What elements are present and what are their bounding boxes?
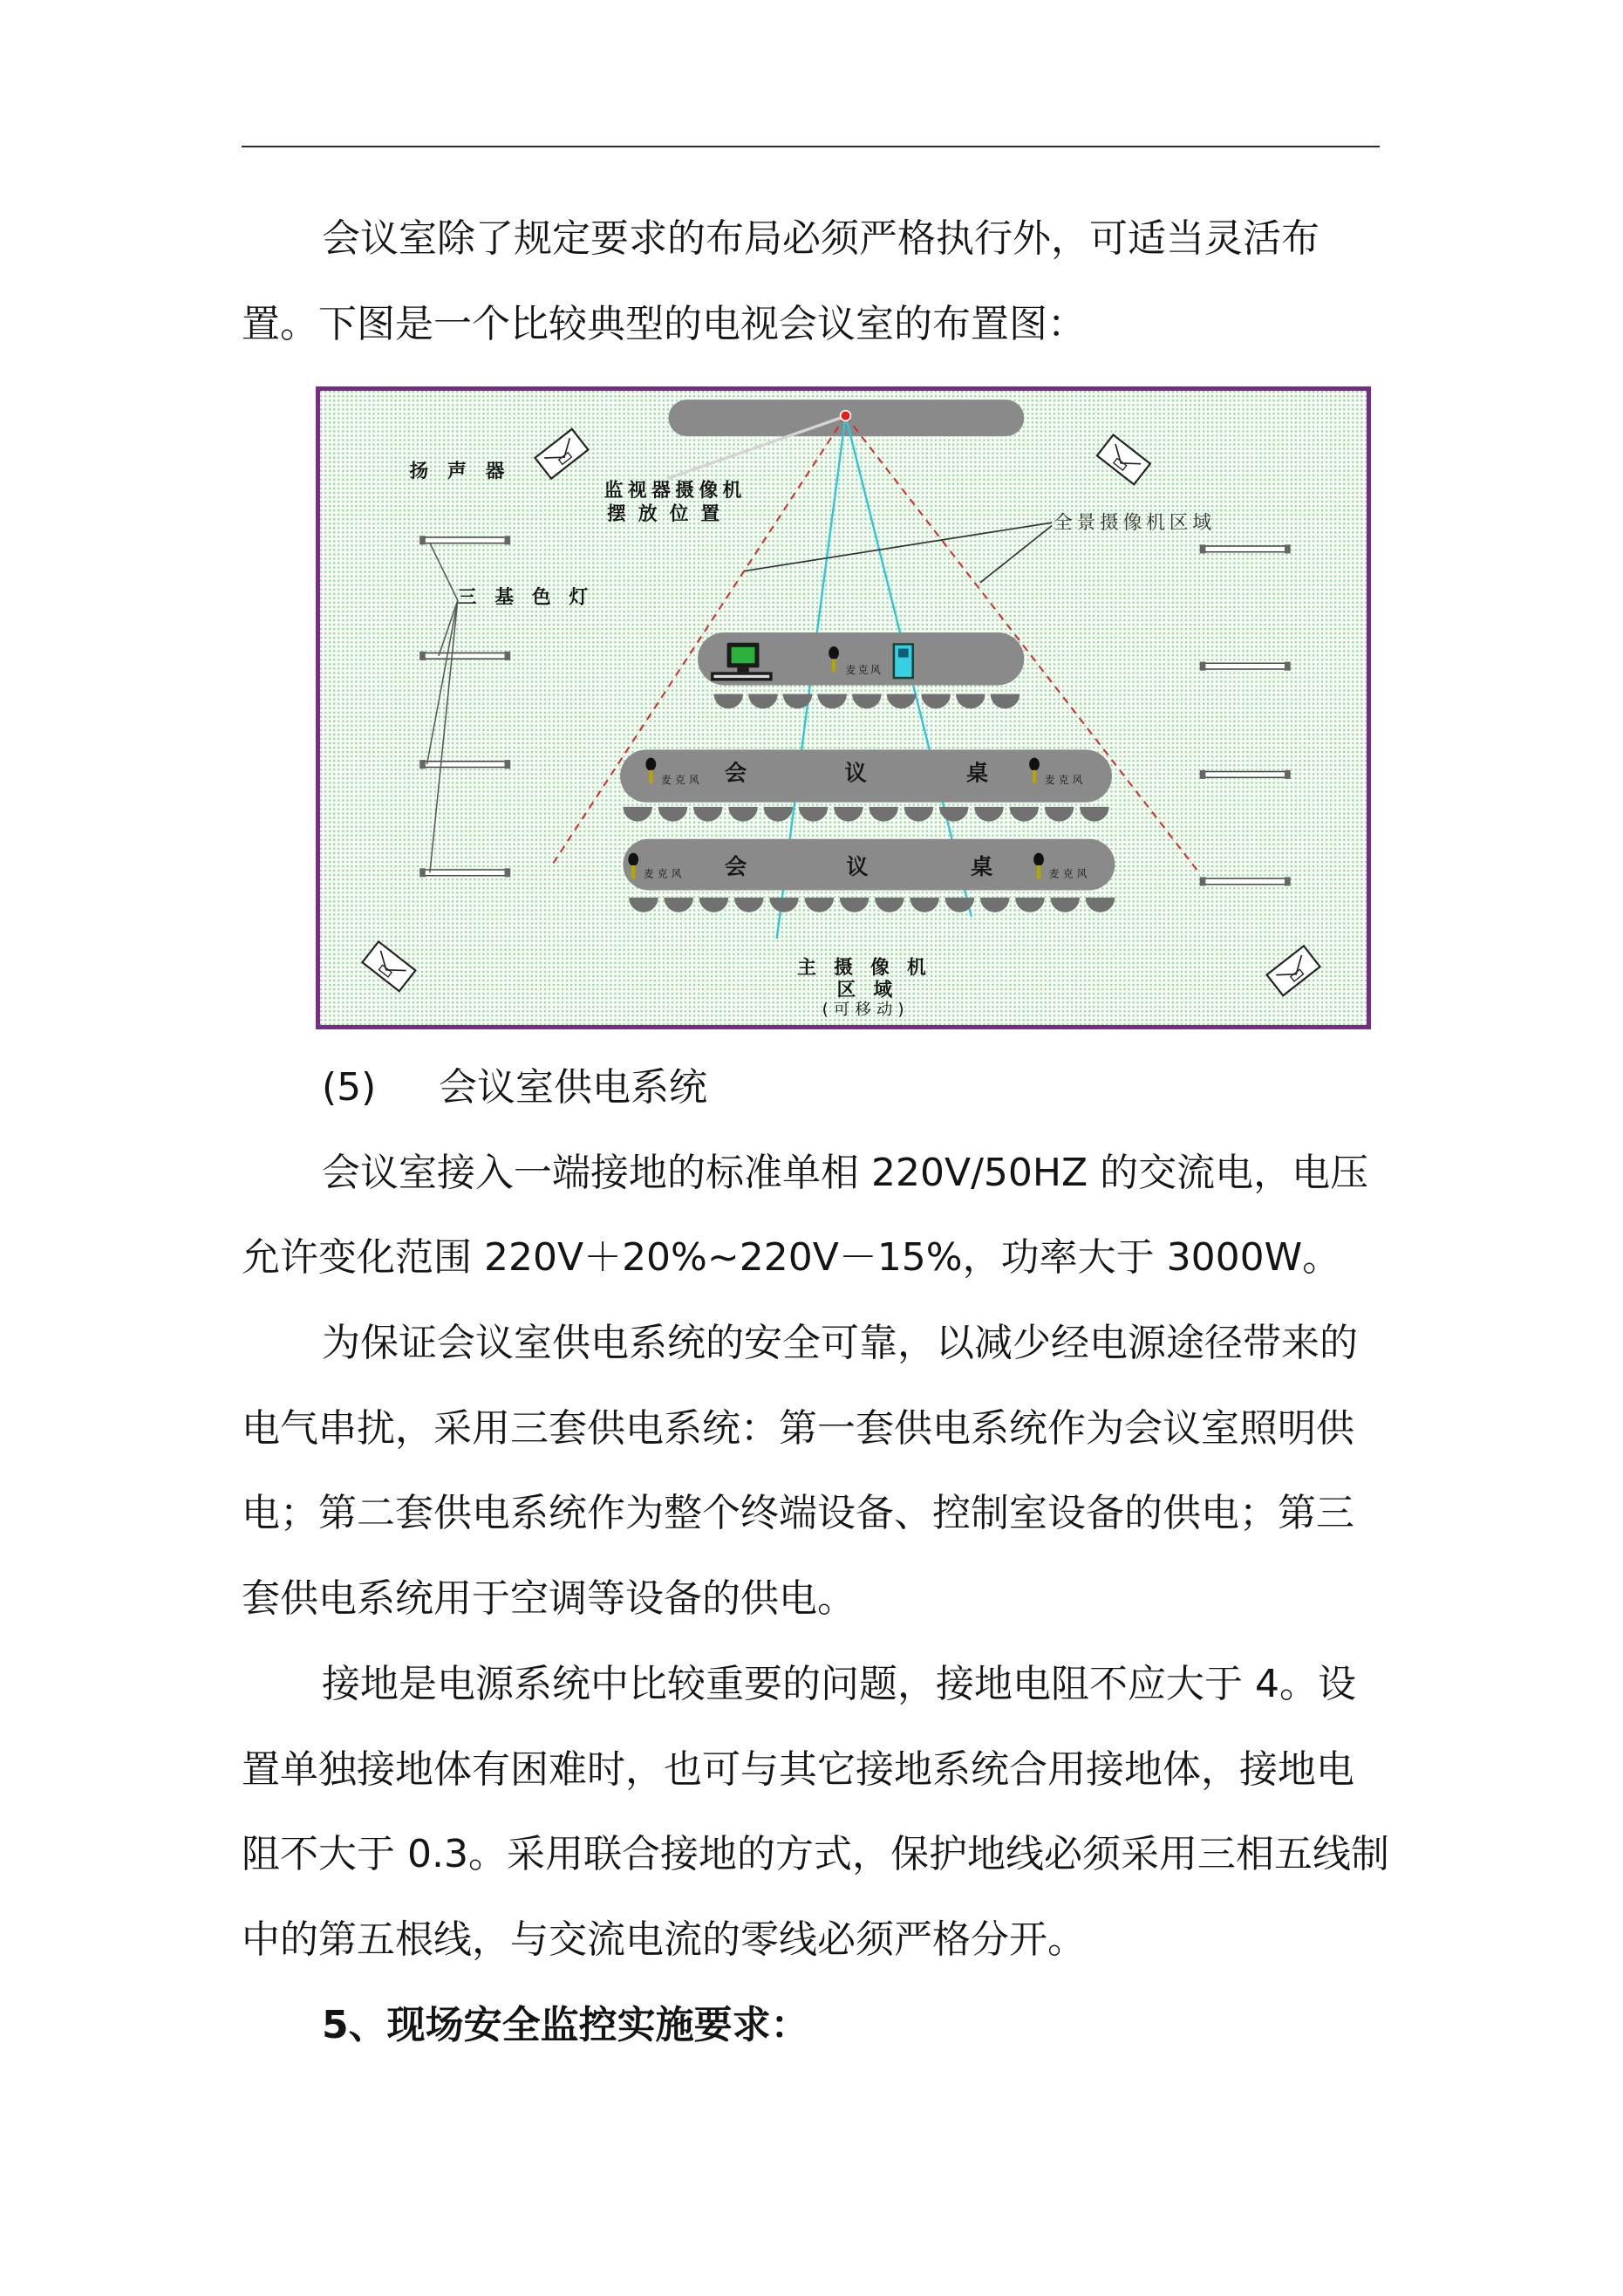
microphone-label: 麦克风 [1048, 867, 1088, 880]
intro-paragraph-line: 置。下图是一个比较典型的电视会议室的布置图： [242, 301, 1086, 346]
power-supply-paragraph-line: 允许变化范围 220V＋20%~220V－15%，功率大于 3000W。 [242, 1235, 1341, 1281]
section-title: 会议室供电系统 [439, 1065, 707, 1110]
microphone-label: 麦克风 [661, 773, 699, 786]
table-label-char: 会 [725, 760, 747, 786]
tricolor-light [1200, 544, 1291, 553]
monitor-camera-label-line2: 摆放位置 [606, 502, 720, 525]
tricolor-light [419, 868, 510, 877]
monitor-camera-label-line1: 监视器摄像机 [604, 479, 742, 502]
monitor-camera-marker [841, 411, 851, 421]
diagram-frame [318, 389, 1369, 1028]
microphone-label: 麦克风 [643, 867, 682, 880]
power-safety-paragraph-line: 为保证会议室供电系统的安全可靠，以减少经电源途径带来的 [322, 1321, 1358, 1366]
table-label-char: 桌 [971, 854, 993, 880]
tricolor-light [419, 760, 510, 769]
section-heading [242, 1045, 1401, 1131]
intro-paragraph-line: 会议室除了规定要求的布局必须严格执行外，可适当灵活布 [322, 216, 1320, 261]
table-label-char: 会 [725, 854, 747, 880]
header-rule [242, 146, 1380, 147]
intro-paragraph [242, 196, 1401, 366]
main-camera-label-line3: (可移动) [822, 1001, 904, 1020]
microphone-label: 麦克风 [1044, 773, 1083, 786]
grounding-paragraph-line: 置单独接地体有困难时，也可与其它接地系统合用接地体，接地电 [242, 1746, 1354, 1792]
power-safety-paragraph-line: 套供电系统用于空调等设备的供电。 [242, 1576, 856, 1622]
tricolor-light [1200, 662, 1291, 671]
grounding-paragraph-line: 接地是电源系统中比较重要的问题，接地电阻不应大于 4。设 [322, 1661, 1356, 1706]
control-panel-device-icon [894, 644, 913, 678]
conference-room-layout-diagram [316, 386, 1371, 1029]
grounding-paragraph-line: 中的第五根线，与交流电流的零线必须严格分开。 [242, 1917, 1086, 1962]
microphone-label: 麦克风 [845, 664, 881, 677]
table-label-char: 桌 [965, 760, 989, 786]
tricolor-light [1200, 770, 1291, 779]
power-section [242, 1045, 1401, 2067]
next-section-heading: 5、现场安全监控实施要求： [322, 2002, 809, 2047]
section-number: (5) [322, 1065, 377, 1110]
tricolor-light [419, 536, 510, 544]
grounding-paragraph-line: 阻不大于 0.3。采用联合接地的方式，保护地线必须采用三相五线制 [242, 1832, 1389, 1877]
power-safety-paragraph-line: 电；第二套供电系统作为整个终端设备、控制室设备的供电；第三 [242, 1491, 1354, 1536]
power-supply-paragraph-line: 会议室接入一端接地的标准单相 220V/50HZ 的交流电，电压 [322, 1150, 1369, 1195]
tricolor-light [419, 652, 510, 660]
table-label-char: 议 [844, 760, 867, 786]
tricolor-light [1200, 877, 1291, 885]
speaker-label: 扬 声 器 [409, 461, 505, 483]
panorama-camera-label: 全景摄像机区域 [1053, 511, 1212, 534]
main-camera-label-line2: 区 域 [836, 979, 893, 1001]
main-camera-label-line1: 主 摄 像 机 [797, 957, 926, 980]
lights-label: 三 基 色 灯 [457, 586, 589, 609]
table-label-char: 议 [846, 854, 869, 880]
power-safety-paragraph-line: 电气串扰，采用三套供电系统：第一套供电系统作为会议室照明供 [242, 1405, 1354, 1451]
